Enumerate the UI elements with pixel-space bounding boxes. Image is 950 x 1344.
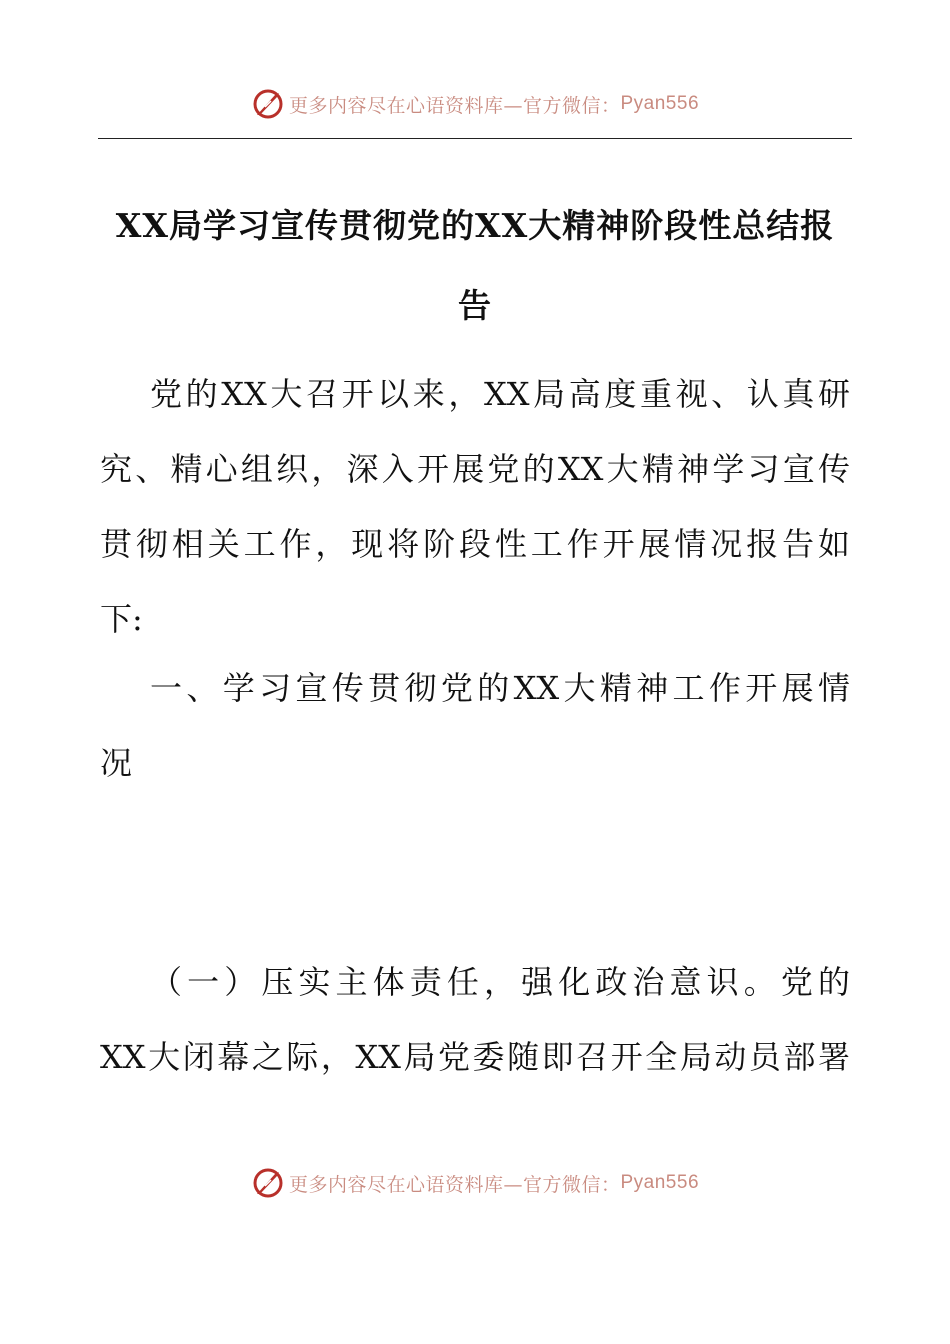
banner-wechat-id: Pyan556 (620, 93, 700, 114)
header-divider (98, 138, 852, 139)
footer-banner (0, 1163, 950, 1203)
header-banner (0, 84, 950, 124)
banner-text: 更多内容尽在心语资料库—官方微信： (288, 94, 621, 117)
footer-banner-text: 更多内容尽在心语资料库—官方微信： (288, 1173, 621, 1196)
quill-pen-circle-icon (251, 87, 285, 121)
intro-line-3: 贯彻相关工作，现将阶段性工作开展情况报告如 (100, 525, 850, 563)
section-heading-line-1: 一、学习宣传贯彻党的XX大精神工作开展情 (150, 669, 850, 707)
footer-banner-wechat-id: Pyan556 (620, 1172, 700, 1193)
subsection-line-2: XX大闭幕之际，XX局党委随即召开全局动员部署 (100, 1038, 850, 1076)
document-title-line-1: XX局学习宣传贯彻党的XX大精神阶段性总结报 (115, 206, 835, 245)
section-heading-line-2: 况 (100, 744, 133, 782)
intro-line-1: 党的XX大召开以来，XX局高度重视、认真研 (150, 375, 850, 413)
intro-line-4: 下: (100, 600, 143, 638)
quill-pen-circle-icon (251, 1166, 285, 1200)
subsection-line-1: （一）压实主体责任，强化政治意识。党的 (150, 963, 850, 1001)
intro-line-2: 究、精心组织，深入开展党的XX大精神学习宣传 (100, 450, 850, 488)
document-title-line-2: 告 (458, 286, 492, 325)
